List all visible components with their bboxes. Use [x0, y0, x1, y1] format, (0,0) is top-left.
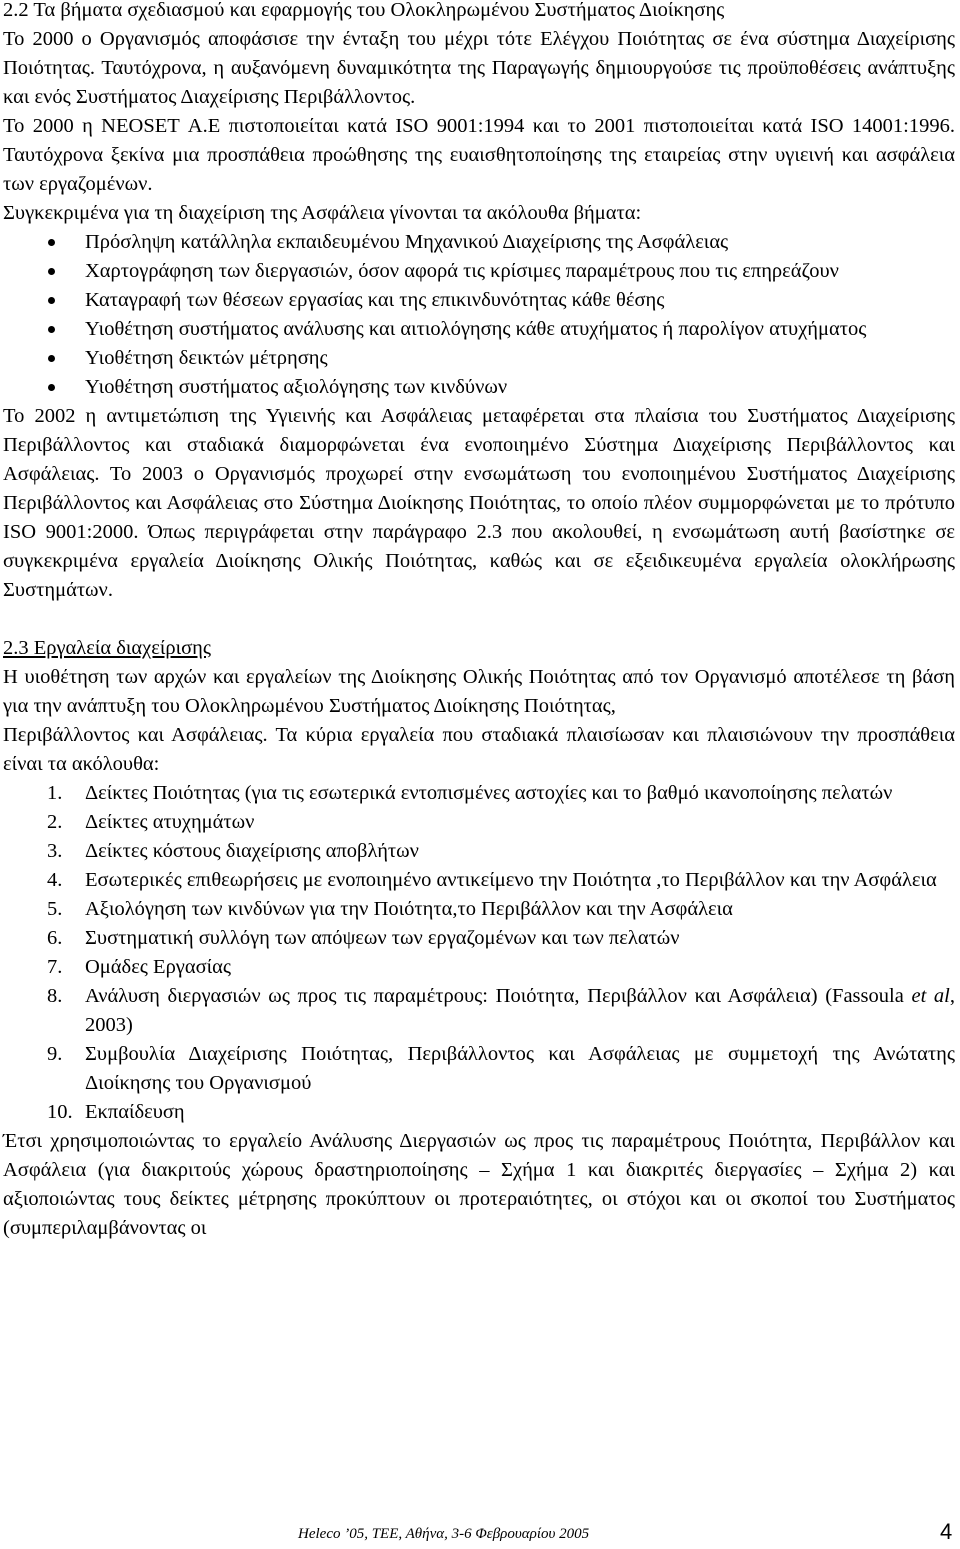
list-item: 1. Δείκτες Ποιότητας (για τις εσωτερικά εντοπισμένες αστοχίες και το βαθμό ικανοποίησης πελατών [47, 782, 893, 804]
list-item: 8. Ανάλυση διεργασιών ως προς τις παραμέτρους: Ποιότητα, Περιβάλλον και Ασφάλεια) (Fassoula et al, 2003) [47, 985, 955, 1036]
paragraph-tqm-b: Περιβάλλοντος και Ασφάλειας. Τα κύρια εργαλεία που σταδιακά πλαισίωσαν και πλαισιώνουν την προσπάθεια είναι τα ακόλουθα: [3, 724, 955, 775]
paragraph-tqm-a: Η υιοθέτηση των αρχών και εργαλείων της Διοίκησης Ολικής Ποιότητας από τον Οργανισμό αποτέλεσε τη βάση για την ανάπτυξη του Ολοκληρωμένου Συστήματος Διοίκησης Ποιότητας, [3, 666, 955, 717]
page-number: 4 [940, 1519, 953, 1544]
section-heading: 2.2 Τα βήματα σχεδιασμού και εφαρμογής του Ολοκληρωμένου Συστήματος Διοίκησης [3, 0, 725, 21]
bullet-icon [48, 355, 55, 362]
paragraph-certification: Το 2000 η NEOSET Α.Ε πιστοποιείται κατά ISO 9001:1994 και το 2001 πιστοποιείται κατά ISO 14001:1996. Ταυτόχρονα ξεκίνα μια προσπάθεια προώθησης της ευαισθητοποίησης της εταιρείας στην υγιεινή και ασφάλεια των εργαζομένων. [3, 115, 955, 195]
paragraph-safety-steps: Συγκεκριμένα για τη διαχείριση της Ασφάλεια γίνονται τα ακόλουθα βήματα: [3, 202, 642, 224]
list-item: 4. Εσωτερικές επιθεωρήσεις με ενοποιημένο αντικείμενο την Ποιότητα ,το Περιβάλλον και την Ασφάλεια [47, 869, 937, 891]
list-item: 2. Δείκτες ατυχημάτων [47, 811, 255, 833]
bullet-icon [48, 239, 55, 246]
list-item: Πρόσληψη κατάλληλα εκπαιδευμένου Μηχανικού Διαχείρισης της Ασφάλειας [3, 228, 955, 257]
bullet-icon [48, 268, 55, 275]
paragraph-intro: Το 2000 ο Οργανισμός αποφάσισε την ένταξη του μέχρι τότε Ελέγχου Ποιότητας σε ένα σύστημα Διαχείρισης Ποιότητας. Ταυτόχρονα, η αυξανόμενη δυναμικότητα της Παραγωγής δημιουργούσε τις προϋποθέσεις ανάπτυξης και ενός Συστήματος Διαχείρισης Περιβάλλοντος. [3, 28, 955, 108]
bullet-icon [48, 326, 55, 333]
tools-list [3, 779, 955, 1127]
page-footer [0, 1517, 960, 1545]
list-item: Υιοθέτηση συστήματος ανάλυσης και αιτιολόγησης κάθε ατυχήματος ή παρολίγον ατυχήματος [3, 315, 955, 344]
bullet-icon [48, 297, 55, 304]
list-item: Υιοθέτηση δεικτών μέτρησης [3, 344, 955, 373]
list-item: Καταγραφή των θέσεων εργασίας και της επικινδυνότητας κάθε θέσης [3, 286, 955, 315]
list-item: 10. Εκπαίδευση [47, 1101, 185, 1123]
paragraph-integration: Το 2002 η αντιμετώπιση της Υγιεινής και Ασφάλειας μεταφέρεται στα πλαίσια του Συστήματος Διαχείρισης Περιβάλλοντος και σταδιακά διαμορφώνεται ένα ενοποιημένο Σύστημα Διαχείρισης Περιβάλλοντος και Ασφάλειας. Το 2003 ο Οργανισμός προχωρεί στην ενσωμάτωση του ενοποιημένου Συστήματος Διαχείρισης Περιβάλλοντος και Ασφάλειας στο Σύστημα Διοίκησης Ποιότητας, το οποίο πλέον συμμορφώνεται με το πρότυπο ISO 9001:2000. Όπως περιγράφεται στην παράγραφο 2.3 που ακολουθεί, η ενσωμάτωση αυτή βασίστηκε σε συγκεκριμένα εργαλεία Διοίκησης Ολικής Ποιότητας, καθώς και σε εξειδικευμένα εργαλεία ολοκλήρωσης Συστημάτων. [3, 405, 955, 601]
list-item: Χαρτογράφηση των διεργασιών, όσον αφορά τις κρίσιμες παραμέτρους που τις επηρεάζουν [3, 257, 955, 286]
section-heading-tools: 2.3 Εργαλεία διαχείρισης [3, 637, 212, 659]
paragraph-conclusion: Έτσι χρησιμοποιώντας το εργαλείο Ανάλυσης Διεργασιών ως προς τις παραμέτρους Ποιότητα, Περιβάλλον και Ασφάλεια (για διακριτούς χώρους δραστηριοποίησης – Σχήμα 1 και διακριτές διεργασίες – Σχήμα 2) και αξιοποιώντας τους δείκτες μέτρησης προκύπτουν οι προτεραιότητες, οι στόχοι και οι σκοποί του Συστήματος (συμπεριλαμβάνοντας οι [3, 1130, 955, 1239]
bullet-icon [48, 384, 55, 391]
list-item: Υιοθέτηση συστήματος αξιολόγησης των κινδύνων [3, 373, 955, 402]
footer-text: Heleco ’05, ΤΕΕ, Αθήνα, 3-6 Φεβρουαρίου 2005 [298, 1526, 590, 1542]
list-item: 5. Αξιολόγηση των κινδύνων για την Ποιότητα,το Περιβάλλον και την Ασφάλεια [47, 898, 733, 920]
safety-steps-list [3, 228, 955, 402]
list-item: 9. Συμβουλία Διαχείρισης Ποιότητας, Περιβάλλοντος και Ασφάλειας με συμμετοχή της Ανώτατης Διοίκησης του Οργανισμού [47, 1043, 955, 1094]
list-item: 7. Ομάδες Εργασίας [47, 956, 232, 978]
list-item: 3. Δείκτες κόστους διαχείρισης αποβλήτων [47, 840, 419, 862]
list-item: 6. Συστηματική συλλόγη των απόψεων των εργαζομένων και των πελατών [47, 927, 680, 949]
document-page [3, 0, 955, 1243]
